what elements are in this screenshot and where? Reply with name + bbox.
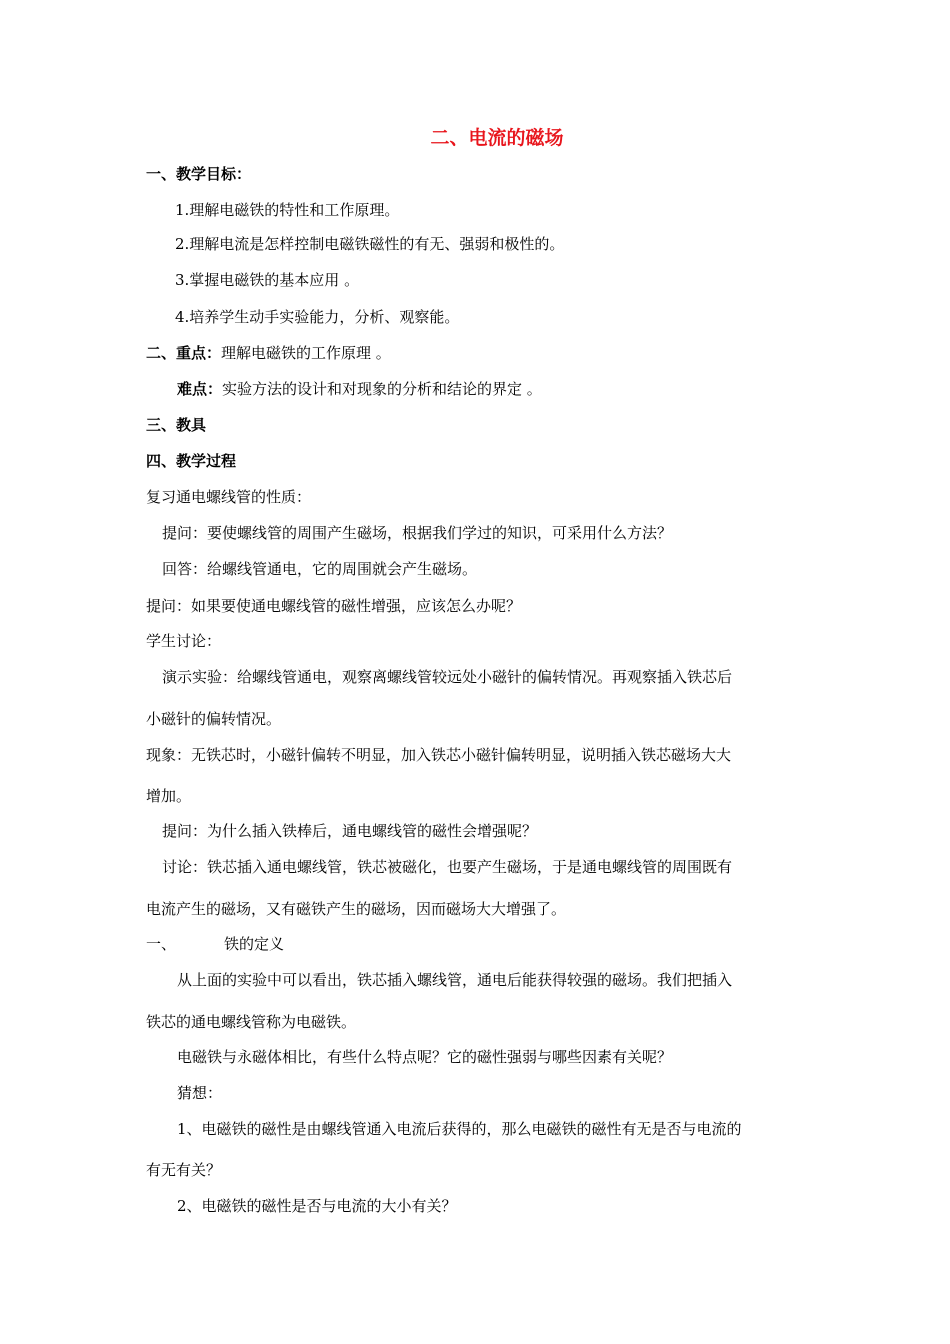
demo-line-2: 小磁针的偏转情况。 [146, 710, 282, 728]
discussion-line-2: 电流产生的磁场，又有磁铁产生的磁场，因而磁场大大增强了。 [146, 900, 567, 918]
definition-title: 铁的定义 [224, 935, 285, 953]
key-point [146, 343, 391, 363]
key-point-text: 理解电磁铁的工作原理 。 [221, 344, 391, 362]
definition-line-1: 从上面的实验中可以看出，铁芯插入螺线管，通电后能获得较强的磁场。我们把插入 [177, 971, 733, 989]
comparison-question: 电磁铁与永磁体相比，有些什么特点呢？它的磁性强弱与哪些因素有关呢？ [177, 1048, 673, 1066]
guess-1-line-2: 有无有关？ [146, 1161, 222, 1179]
question-1: 提问：要使螺线管的周围产生磁场，根据我们学过的知识，可采用什么方法？ [162, 524, 673, 542]
process-heading: 四、教学过程 [146, 452, 237, 470]
question-3: 提问：为什么插入铁棒后，通电螺线管的磁性会增强呢？ [162, 822, 538, 840]
key-point-label: 二、重点： [146, 344, 222, 362]
difficulty-text: 实验方法的设计和对现象的分析和结论的界定 。 [222, 380, 542, 398]
demo-line-1: 演示实验：给螺线管通电，观察离螺线管较远处小磁针的偏转情况。再观察插入铁芯后 [162, 668, 733, 686]
guess-2: 2、电磁铁的磁性是否与电流的大小有关？ [177, 1197, 457, 1215]
objectives-heading: 一、教学目标： [146, 165, 252, 183]
difficulty-label: 难点： [177, 380, 223, 398]
definition-heading [146, 934, 284, 954]
guess-1-line-1: 1、电磁铁的磁性是由螺线管通入电流后获得的，那么电磁铁的磁性有无是否与电流的 [177, 1120, 742, 1138]
tools-heading: 三、教具 [146, 416, 207, 434]
objective-4: 4.培养学生动手实验能力，分析、观察能。 [175, 308, 460, 326]
difficulty [177, 379, 542, 399]
definition-line-2: 铁芯的通电螺线管称为电磁铁。 [146, 1013, 357, 1031]
student-discussion: 学生讨论： [146, 632, 222, 650]
review-line: 复习通电螺线管的性质： [146, 488, 312, 506]
objective-2: 2.理解电流是怎样控制电磁铁磁性的有无、强弱和极性的。 [175, 235, 565, 253]
page-title: 二、电流的磁场 [430, 127, 564, 149]
objective-1: 1.理解电磁铁的特性和工作原理。 [175, 201, 400, 219]
question-2: 提问：如果要使通电螺线管的磁性增强，应该怎么办呢？ [146, 597, 522, 615]
objective-3: 3.掌握电磁铁的基本应用 。 [175, 271, 360, 289]
phenomenon-line-2: 增加。 [146, 787, 192, 805]
definition-number: 一、 [146, 935, 177, 953]
discussion-line-1: 讨论：铁芯插入通电螺线管，铁芯被磁化，也要产生磁场，于是通电螺线管的周围既有 [162, 858, 733, 876]
phenomenon-line-1: 现象：无铁芯时，小磁针偏转不明显，加入铁芯小磁针偏转明显，说明插入铁芯磁场大大 [146, 746, 732, 764]
guess-label: 猜想： [177, 1084, 223, 1102]
answer-1: 回答：给螺线管通电，它的周围就会产生磁场。 [162, 560, 478, 578]
